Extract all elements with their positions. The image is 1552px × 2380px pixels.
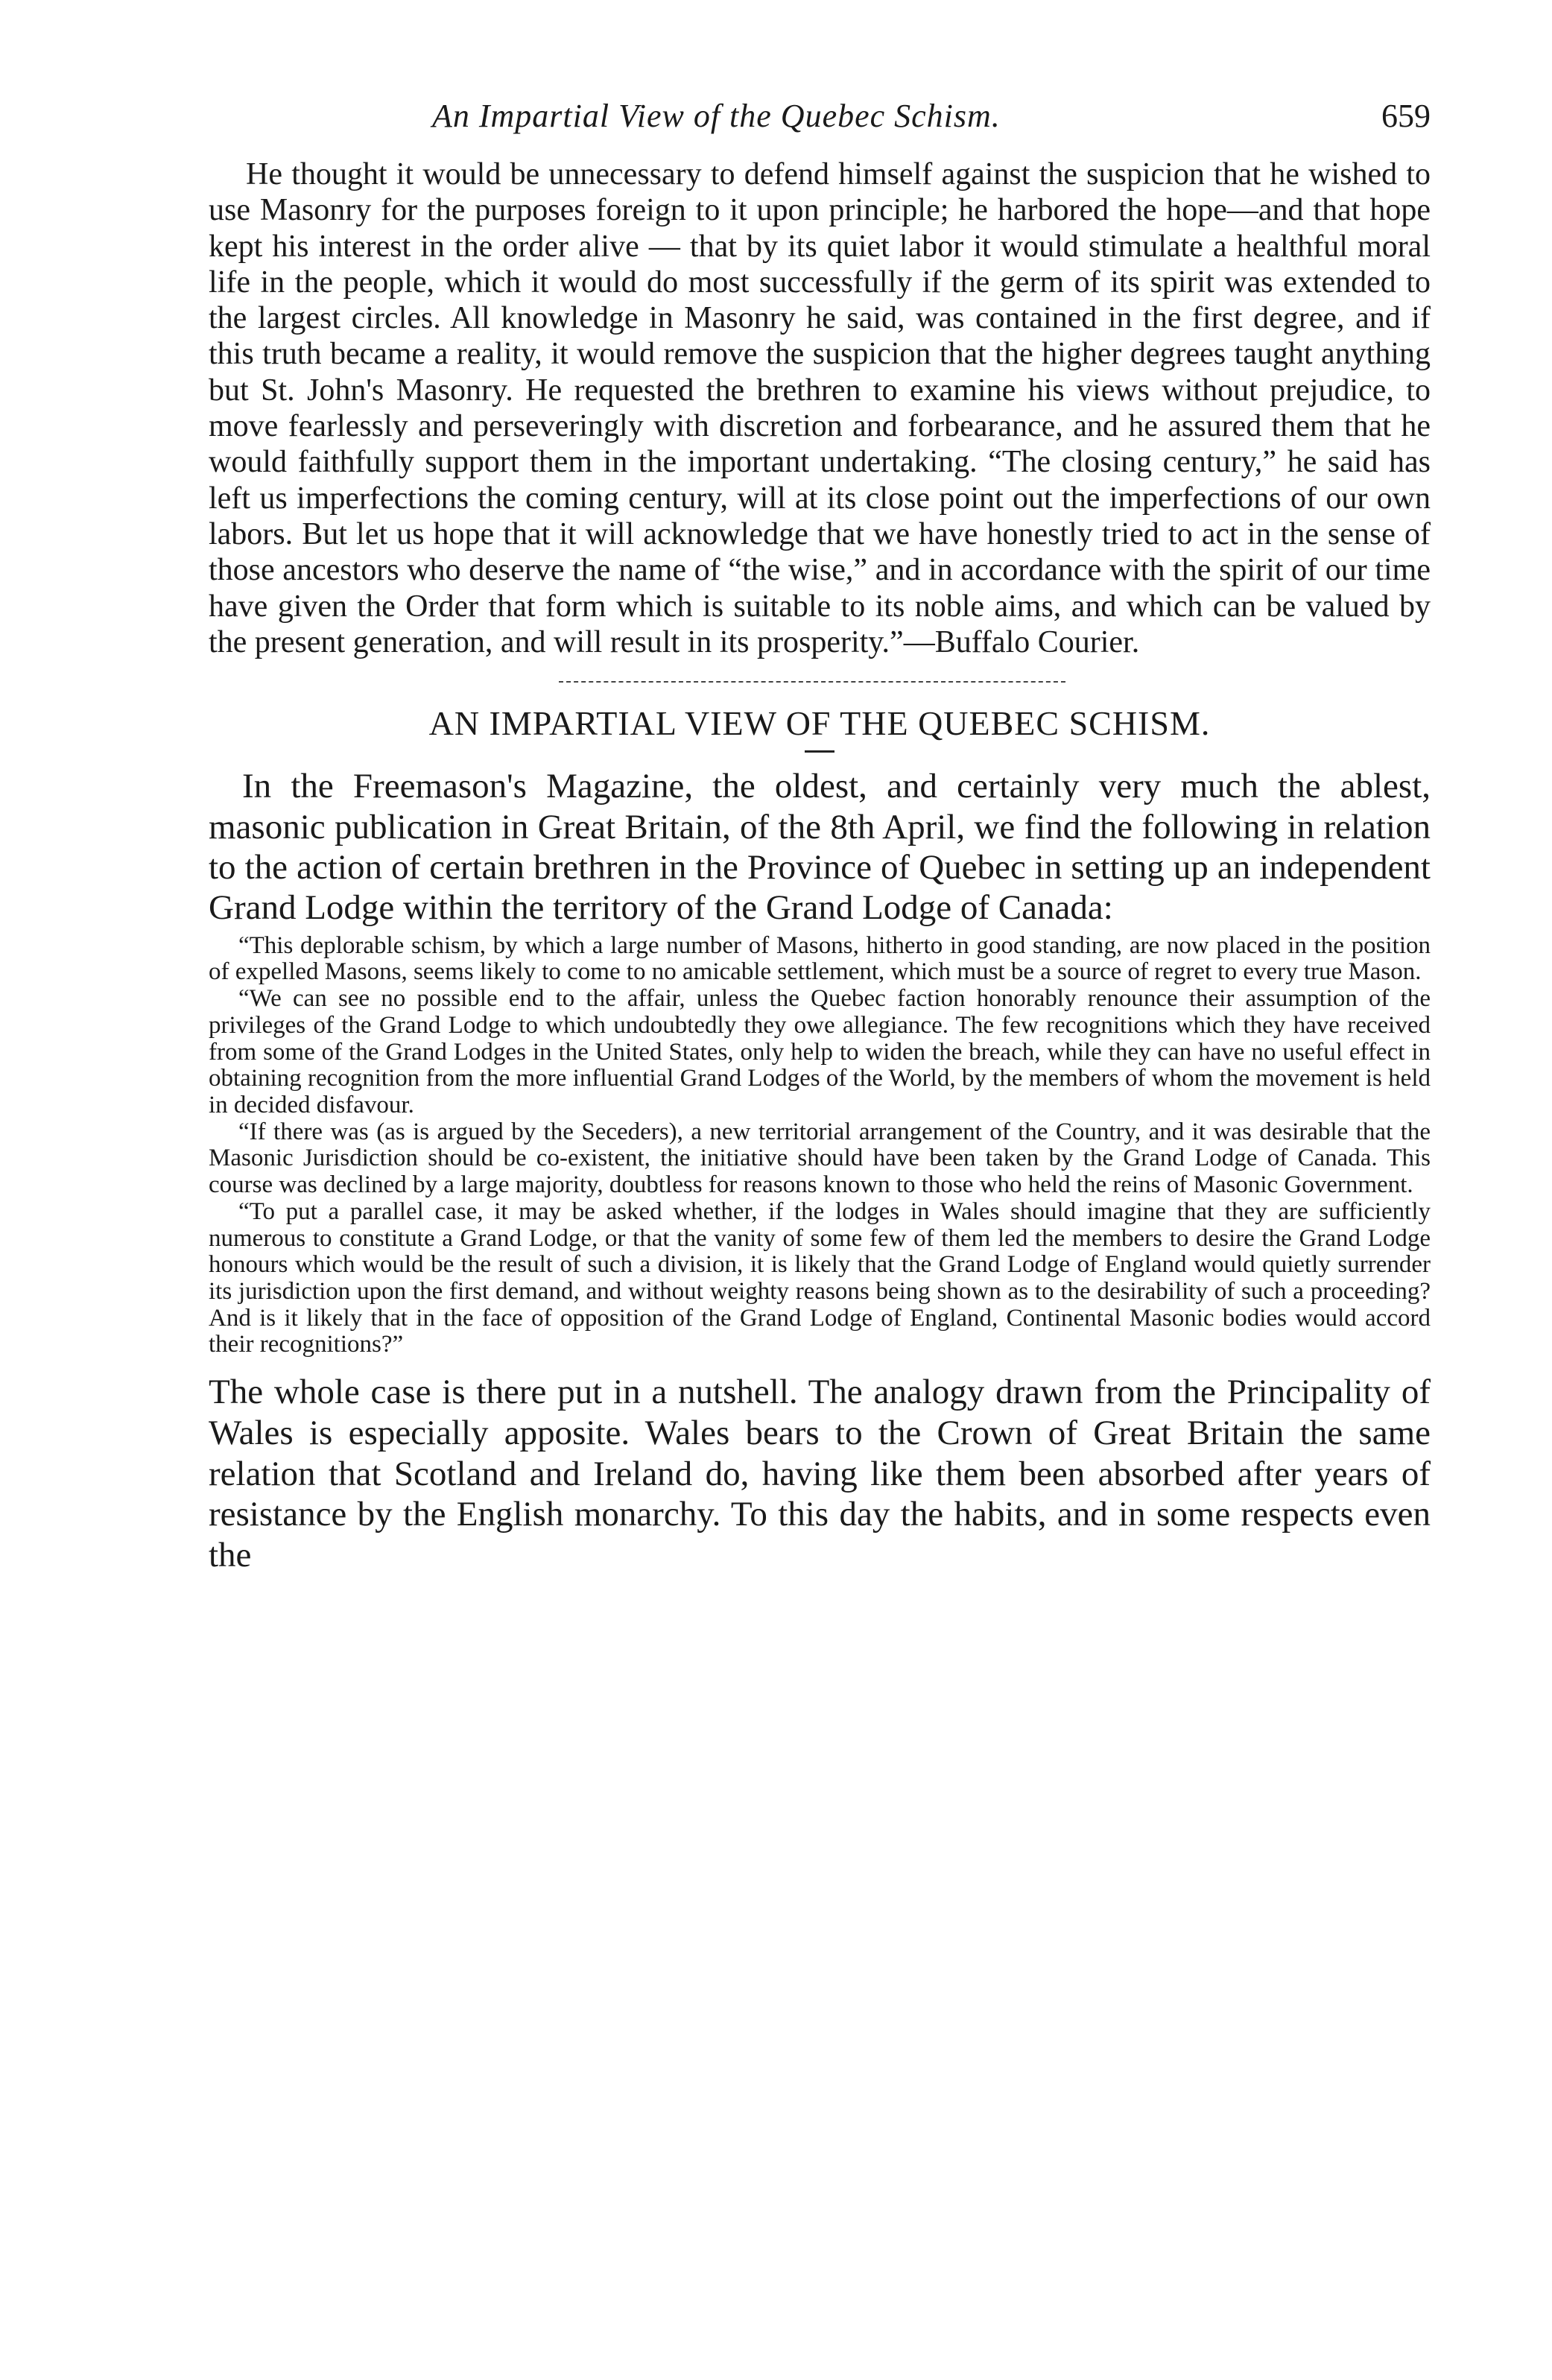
quote-paragraph: “We can see no possible end to the affair, unless the Quebec faction honorably renounce their assumption of the privileges of the Grand Lodge to which undoubtedly they owe allegiance. The few recognitions which they have received from some of the Grand Lodges in the United States, only help to widen the breach, while they can have no useful effect in obtaining recognition from the more influential Grand Lodges of the World, by the members of whom the movement is held in decided disfavour.: [209, 985, 1431, 1118]
continued-paragraph: He thought it would be unnecessary to defend himself against the suspicion that he wished to use Masonry for the purposes foreign to it upon principle; he harbored the hope—and that hope kept his interest in the order alive — that by its quiet labor it would stimulate a healthful moral life in the people, which it would do most successfully if the germ of its spirit was extended to the largest circles. All knowledge in Masonry he said, was contained in the first degree, and if this truth became a reality, it would remove the suspicion that the higher degrees taught anything but St. John's Masonry. He requested the brethren to examine his views without prejudice, to move fearlessly and perseveringly with discretion and forbearance, and he assured them that he would faithfully support them in the important undertaking. “The closing century,” he said has left us imperfections the coming century, will at its close point out the imperfections of our own labors. But let us hope that it will acknowledge that we have honestly tried to act in the sense of those ancestors who deserve the name of “the wise,” and in accordance with the spirit of our time have given the Order that form which is suitable to its noble aims, and which can be valued by the present generation, and will result in its prosperity.”—Buffalo Courier.: [209, 157, 1431, 659]
article-intro: In the Freemason's Magazine, the oldest, and certainly very much the ablest, masonic publication in Great Britain, of the 8th April, we find the following in relation to the action of certain brethren in the Province of Quebec in setting up an independent Grand Lodge within the territory of the Grand Lodge of Canada:: [209, 767, 1431, 928]
quote-paragraph: “If there was (as is argued by the Seceders), a new territorial arrangement of the Country, and it was desirable that the Masonic Jurisdiction should be co-existent, the initiative should have been taken by the Grand Lodge of Canada. This course was declined by a large majority, doubtless for reasons known to those who held the reins of Masonic Government.: [209, 1118, 1431, 1199]
title-rule: [805, 750, 834, 753]
document-page: [209, 97, 1431, 1576]
article-title: AN IMPARTIAL VIEW OF THE QUEBEC SCHISM.: [428, 704, 1211, 743]
article-conclusion: The whole case is there put in a nutshell. The analogy drawn from the Principality of Wales is especially apposite. Wales bears to the Crown of Great Britain the same relation that Scotland and Ireland do, having like them been absorbed after years of resistance by the English monarchy. To this day the habits, and in some respects even the: [209, 1373, 1431, 1575]
page-header: [209, 97, 1431, 156]
section-divider: [559, 681, 1065, 683]
quoted-passage: [209, 933, 1431, 1358]
running-title: An Impartial View of the Quebec Schism.: [432, 98, 1001, 134]
quote-paragraph: “To put a parallel case, it may be asked whether, if the lodges in Wales should imagine that they are sufficiently numerous to constitute a Grand Lodge, or that the vanity of some few of them led the members to desire the Grand Lodge honours which would be the result of such a division, it is likely that the Grand Lodge of England would quietly surrender its jurisdiction upon the first demand, and without weighty reasons being shown as to the desirability of such a proceeding? And is it likely that in the face of opposition of the Grand Lodge of England, Continental Masonic bodies would accord their recognitions?”: [209, 1197, 1431, 1358]
page-number: 659: [1381, 98, 1431, 134]
quote-paragraph: “This deplorable schism, by which a large number of Masons, hitherto in good standing, are now placed in the position of expelled Masons, seems likely to come to no amicable settlement, which must be a source of regret to every true Mason.: [209, 931, 1431, 986]
